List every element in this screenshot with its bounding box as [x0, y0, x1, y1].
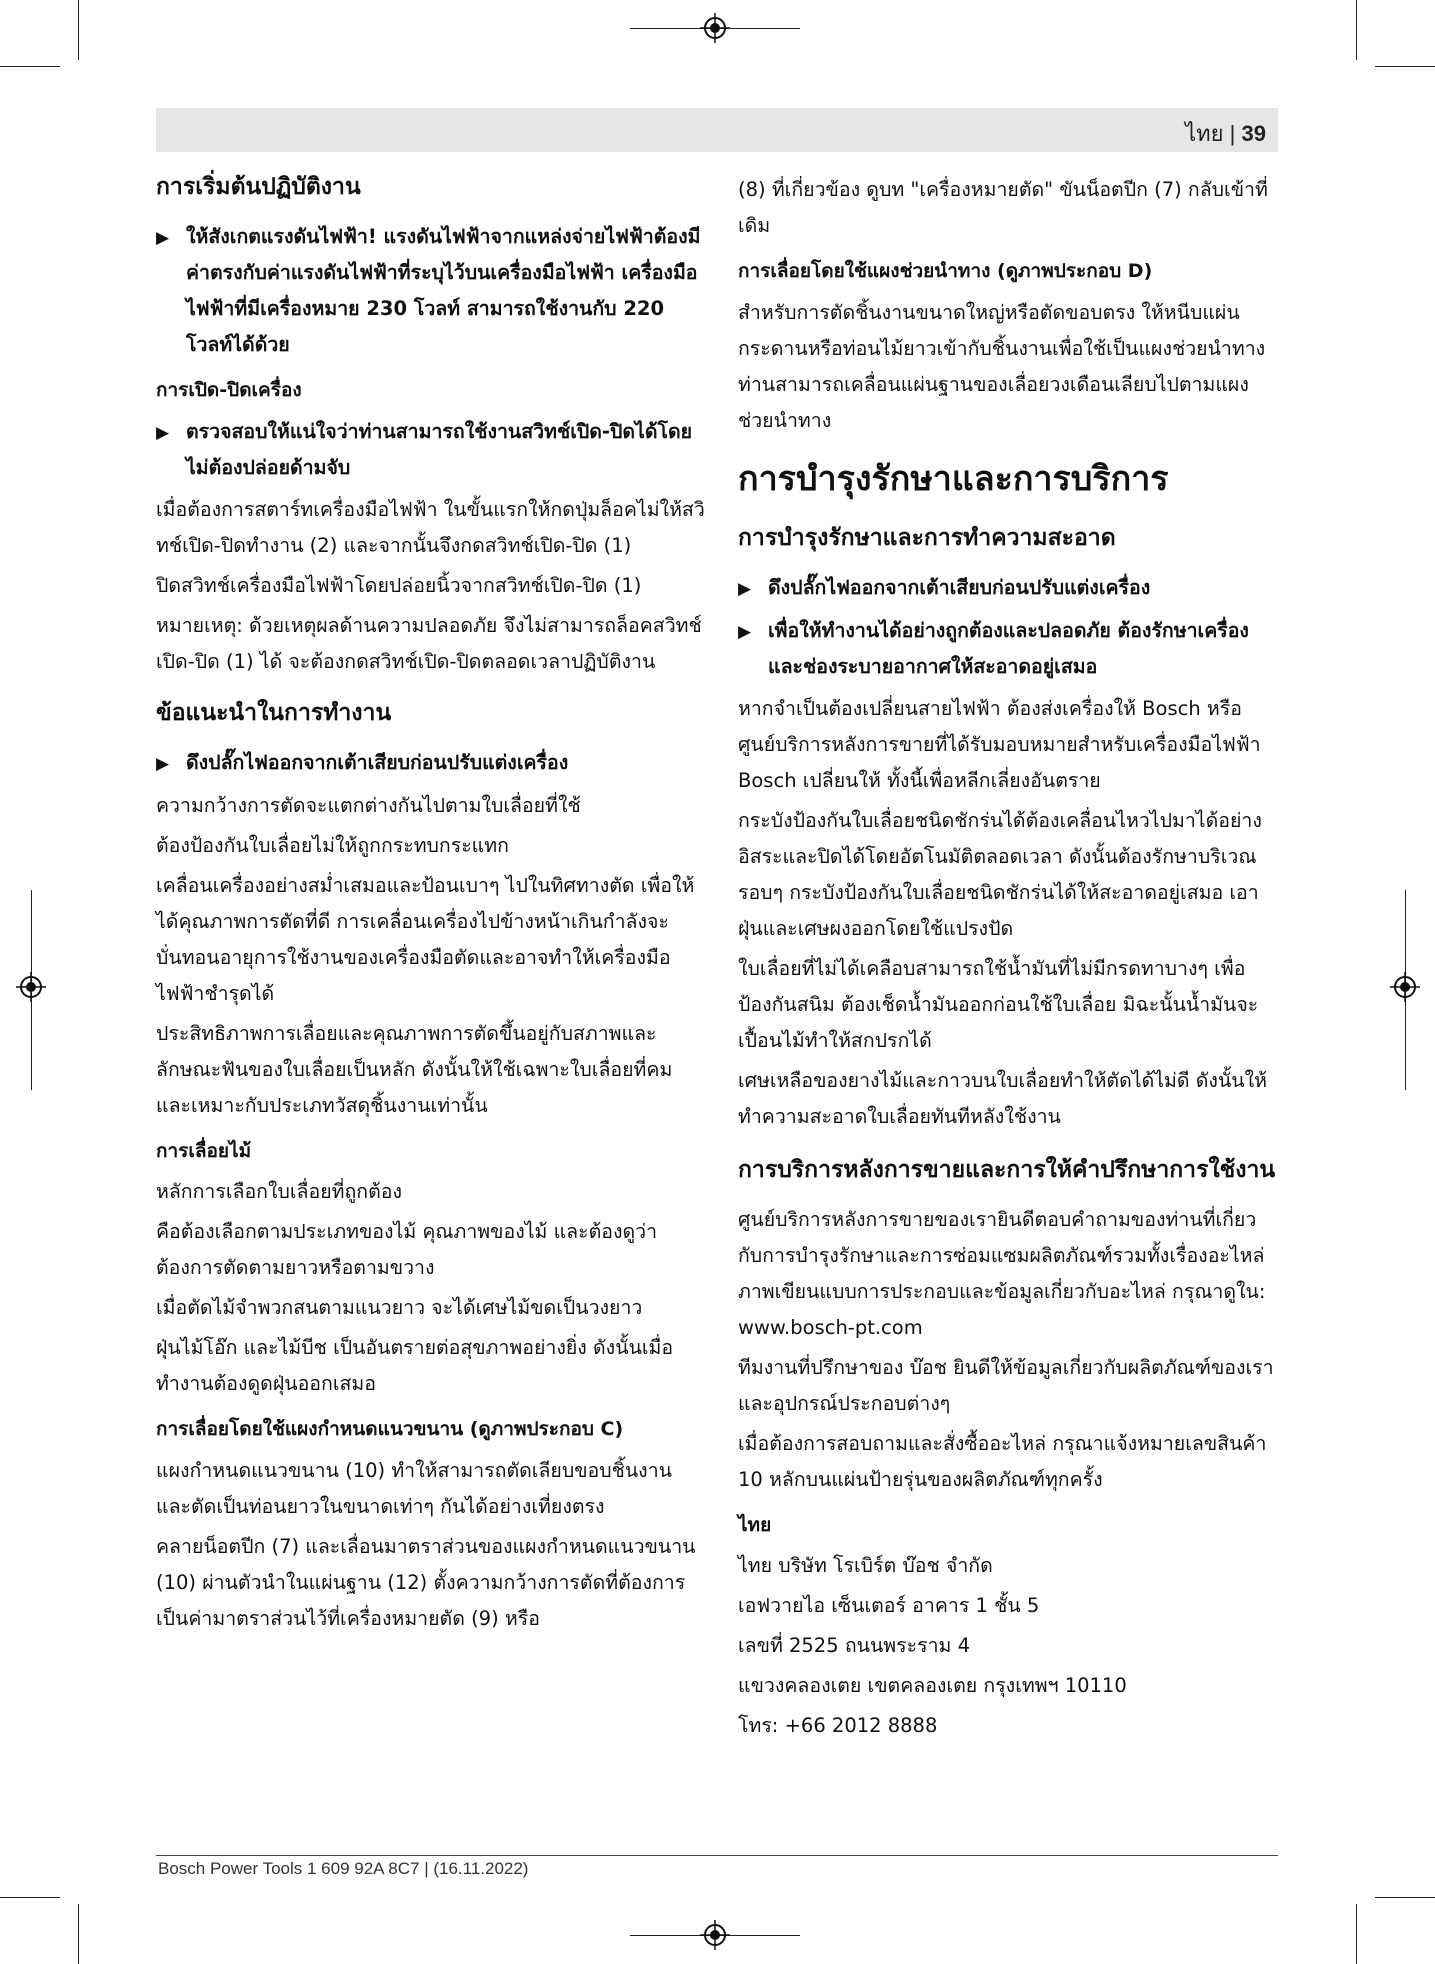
- paragraph: ความกว้างการตัดจะแตกต่างกันไปตามใบเลื่อยที่ใช้: [156, 793, 581, 817]
- warning-arrow-icon: ▶: [738, 621, 752, 642]
- paragraph: เมื่อต้องการสตาร์ทเครื่องมือไฟฟ้า ในขั้นแรกให้กดปุ่มล็อคไม่ให้สวิทช์เปิด-ปิดทำงาน (2) และจากนั้นจึงกดสวิทช์เปิด-ปิด (1): [156, 497, 705, 557]
- heading-maintenance-service: การบำรุงรักษาและการบริการ: [738, 458, 1169, 499]
- paragraph: ทีมงานที่ปรึกษาของ บ๊อช ยินดีให้ข้อมูลเกี่ยวกับผลิตภัณฑ์ของเราและอุปกรณ์ประกอบต่างๆ: [738, 1355, 1274, 1415]
- page-number: 39: [1241, 121, 1266, 146]
- page-header: [156, 108, 1278, 152]
- heading-sawing-wood: การเลื่อยไม้: [156, 1139, 252, 1162]
- paragraph: แผงกำหนดแนวขนาน (10) ทำให้สามารถตัดเลียบขอบชิ้นงาน และตัดเป็นท่อนยาวในขนาดเท่าๆ กันได้อย่างเที่ยงตรง: [156, 1458, 672, 1518]
- right-column: [738, 172, 1278, 1748]
- heading-start-operation: การเริ่มต้นปฏิบัติงาน: [156, 174, 361, 200]
- heading-thailand: ไทย: [738, 1513, 772, 1536]
- heading-working-advice: ข้อแนะนำในการทำงาน: [156, 699, 392, 726]
- warning-unplug: ▶ ดึงปลั๊กไฟออกจากเต้าเสียบก่อนปรับแต่งเครื่อง: [156, 745, 706, 782]
- paragraph: หมายเหตุ: ด้วยเหตุผลด้านความปลอดภัย จึงไม่สามารถล็อคสวิทช์เปิด-ปิด (1) ได้ จะต้องกดสวิทช์เปิด-ปิดตลอดเวลาปฏิบัติงาน: [156, 613, 702, 673]
- registration-mark-icon: [700, 13, 730, 43]
- crop-mark: [78, 0, 79, 60]
- paragraph: ฝุ่นไม้โอ๊ก และไม้บีช เป็นอันตรายต่อสุขภาพอย่างยิ่ง ดังนั้นเมื่อทำงานต้องดูดฝุ่นออกเสมอ: [156, 1336, 674, 1396]
- warning-unplug: ▶ ดึงปลั๊กไฟออกจากเต้าเสียบก่อนปรับแต่งเครื่อง: [738, 570, 1278, 607]
- phone-line: โทร: +66 2012 8888: [738, 1714, 938, 1738]
- footer-divider: [156, 1855, 1278, 1856]
- heading-maintenance-cleaning: การบำรุงรักษาและการทำความสะอาด: [738, 524, 1116, 551]
- paragraph: หลักการเลือกใบเลื่อยที่ถูกต้อง: [156, 1180, 402, 1204]
- paragraph: เมื่อต้องการสอบถามและสั่งซื้ออะไหล่ กรุณาแจ้งหมายเลขสินค้า 10 หลักบนแผ่นป้ายรุ่นของผลิตภัณฑ์ทุกครั้ง: [738, 1431, 1267, 1491]
- warning-arrow-icon: ▶: [156, 422, 170, 443]
- registration-mark-icon: [1390, 972, 1420, 1002]
- paragraph: สำหรับการตัดชิ้นงานขนาดใหญ่หรือตัดขอบตรง ให้หนีบแผ่นกระดานหรือท่อนไม้ยาวเข้ากับชิ้นงานเพื่อใช้เป็นแผงช่วยนำทาง ท่านสามารถเคลื่อนแผ่นฐานของเลื่อยวงเดือนเลียบไปตามแผงช่วยนำทาง: [738, 300, 1266, 432]
- heading-parallel-guide: การเลื่อยโดยใช้แผงกำหนดแนวขนาน (ดูภาพประกอบ C): [156, 1418, 624, 1441]
- warning-switch: ▶ ตรวจสอบให้แน่ใจว่าท่านสามารถใช้งานสวิทช์เปิด-ปิดได้โดยไม่ต้องปล่อยด้ามจับ: [156, 414, 706, 486]
- registration-mark-icon: [700, 1920, 730, 1950]
- warning-voltage: ▶ ให้สังเกตแรงดันไฟฟ้า! แรงดันไฟฟ้าจากแหล่งจ่ายไฟฟ้าต้องมีค่าตรงกับค่าแรงดันไฟฟ้าที่ระบุไว้บนเครื่องมือไฟฟ้า เครื่องมือไฟฟ้าที่มีเครื่องหมาย 230 โวลท์ สามารถใช้งานกับ 220 โวลท์ได้ด้วย: [156, 219, 706, 363]
- paragraph: ศูนย์บริการหลังการขายของเรายินดีตอบคำถามของท่านที่เกี่ยวกับการบำรุงรักษาและการซ่อมแซมผลิตภัณฑ์รวมทั้งเรื่องอะไหล่ ภาพเขียนแบบการประกอบและข้อมูลเกี่ยวกับอะไหล่ กรุณาดูใน: www.bosch-pt.com: [738, 1207, 1266, 1339]
- paragraph: ต้องป้องกันใบเลื่อยไม่ให้ถูกกระทบกระแทก: [156, 833, 509, 857]
- address-line: เลขที่ 2525 ถนนพระราม 4: [738, 1634, 970, 1658]
- paragraph: ประสิทธิภาพการเลื่อยและคุณภาพการตัดขึ้นอยู่กับสภาพและลักษณะฟันของใบเลื่อยเป็นหลัก ดังนั้นให้ใช้เฉพาะใบเลื่อยที่คมและเหมาะกับประเภทวัสดุชิ้นงานเท่านั้น: [156, 1021, 673, 1117]
- heading-after-sales-service: การบริการหลังการขายและการให้คำปรึกษาการใช้งาน: [738, 1156, 1276, 1183]
- paragraph: เคลื่อนเครื่องอย่างสม่ำเสมอและป้อนเบาๆ ไปในทิศทางตัด เพื่อให้ได้คุณภาพการตัดที่ดี การเคลื่อนเครื่องไปข้างหน้าเกินกำลังจะบั่นทอนอายุการใช้งานของเครื่องมือตัดและอาจทำให้เครื่องมือไฟฟ้าชำรุดได้: [156, 873, 695, 1005]
- crop-mark: [0, 1897, 60, 1898]
- paragraph: คือต้องเลือกตามประเภทของไม้ คุณภาพของไม้ และต้องดูว่าต้องการตัดตามยาวหรือตามขวาง: [156, 1220, 658, 1280]
- paragraph: คลายน็อตปีก (7) และเลื่อนมาตราส่วนของแผงกำหนดแนวขนาน (10) ผ่านตัวนำในแผ่นฐาน (12) ตั้งความกว้างการตัดที่ต้องการเป็นค่ามาตราส่วนไว้ที่เครื่องหมายตัด (9) หรือ: [156, 1534, 696, 1630]
- address-line: เอฟวายไอ เซ็นเตอร์ อาคาร 1 ชั้น 5: [738, 1594, 1040, 1618]
- crop-mark: [78, 1904, 79, 1964]
- paragraph: กระบังป้องกันใบเลื่อยชนิดชักร่นได้ต้องเคลื่อนไหวไปมาได้อย่างอิสระและปิดได้โดยอัตโนมัติตลอดเวลา ดังนั้นต้องรักษาบริเวณรอบๆ กระบังป้องกันใบเลื่อยชนิดชักร่นได้ให้สะอาดอยู่เสมอ เอาฝุ่นและเศษผงออกโดยใช้แปรงปัด: [738, 808, 1262, 940]
- crop-mark: [0, 66, 60, 67]
- heading-switch-on-off: การเปิด-ปิดเครื่อง: [156, 379, 302, 402]
- warning-arrow-icon: ▶: [156, 228, 170, 249]
- paragraph: (8) ที่เกี่ยวข้อง ดูบท "เครื่องหมายตัด" ขันน็อตปีก (7) กลับเข้าที่เดิม: [738, 178, 1268, 237]
- paragraph: ใบเลื่อยที่ไม่ได้เคลือบสามารถใช้น้ำมันที่ไม่มีกรดทาบางๆ เพื่อป้องกันสนิม ต้องเช็ดน้ำมันออกก่อนใช้ใบเลื่อย มิฉะนั้นน้ำมันจะเปื้อนไม้ทำให้สกปรกได้: [738, 956, 1259, 1052]
- left-column: [156, 172, 706, 1641]
- crop-mark: [1375, 66, 1435, 67]
- paragraph: หากจำเป็นต้องเปลี่ยนสายไฟฟ้า ต้องส่งเครื่องให้ Bosch หรือศูนย์บริการหลังการขายที่ได้รับมอบหมายสำหรับเครื่องมือไฟฟ้า Bosch เปลี่ยนให้ ทั้งนี้เพื่อหลีกเลี่ยงอันตราย: [738, 696, 1261, 792]
- warning-arrow-icon: ▶: [156, 753, 170, 774]
- footer-text: Bosch Power Tools 1 609 92A 8C7 | (16.11.2022): [158, 1859, 529, 1878]
- paragraph: เศษเหลือของยางไม้และกาวบนใบเลื่อยทำให้ตัดได้ไม่ดี ดังนั้นให้ทำความสะอาดใบเลื่อยทันทีหลังใช้งาน: [738, 1068, 1267, 1128]
- crop-mark: [1356, 0, 1357, 60]
- warning-clean-vents: ▶ เพื่อให้ทำงานได้อย่างถูกต้องและปลอดภัย ต้องรักษาเครื่องและช่องระบายอากาศให้สะอาดอยู่เสมอ: [738, 613, 1278, 685]
- registration-mark-icon: [16, 972, 46, 1002]
- address-line: แขวงคลองเตย เขตคลองเตย กรุงเทพฯ 10110: [738, 1674, 1127, 1698]
- crop-mark: [1356, 1904, 1357, 1964]
- heading-guide-rail: การเลื่อยโดยใช้แผงช่วยนำทาง (ดูภาพประกอบ D): [738, 260, 1153, 282]
- header-text: ไทย | 39: [1185, 121, 1266, 146]
- header-language: ไทย: [1185, 121, 1224, 146]
- paragraph: ปิดสวิทช์เครื่องมือไฟฟ้าโดยปล่อยนิ้วจากสวิทช์เปิด-ปิด (1): [156, 573, 642, 597]
- paragraph: เมื่อตัดไม้จำพวกสนตามแนวยาว จะได้เศษไม้ขดเป็นวงยาว: [156, 1296, 643, 1320]
- crop-mark: [1375, 1897, 1435, 1898]
- warning-arrow-icon: ▶: [738, 578, 752, 599]
- address-line: ไทย บริษัท โรเบิร์ต บ๊อช จำกัด: [738, 1554, 993, 1578]
